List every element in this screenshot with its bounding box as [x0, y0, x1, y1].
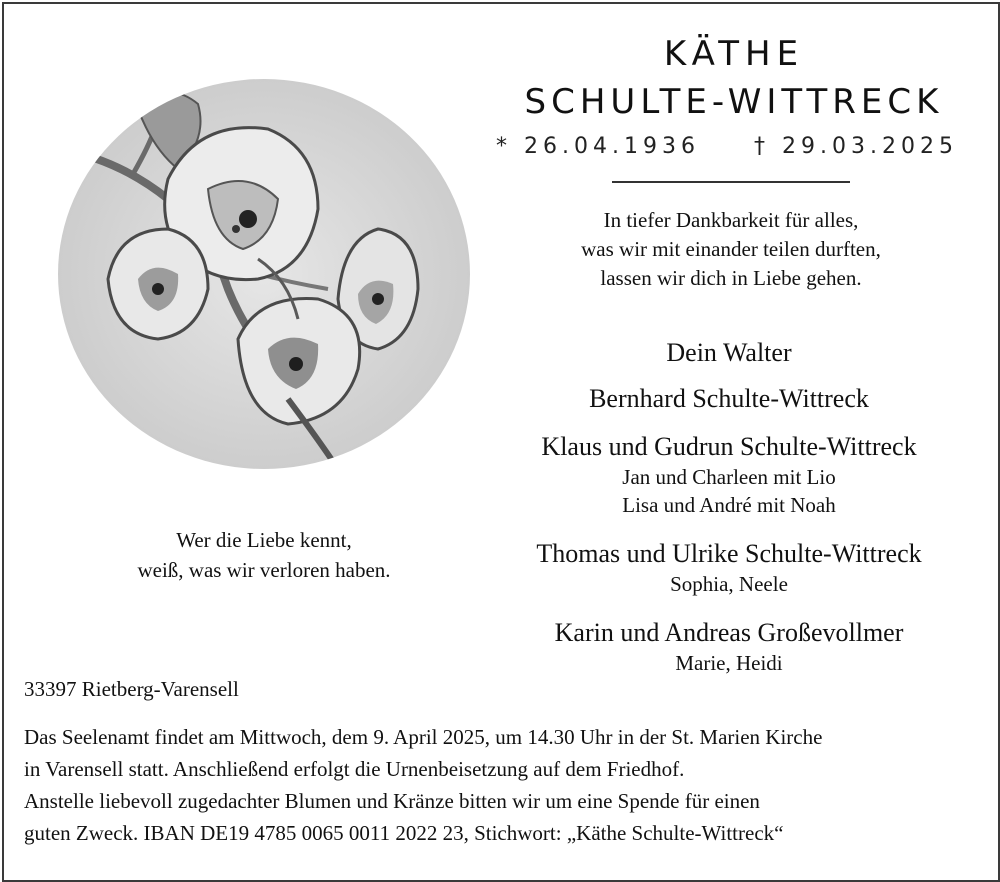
memorial-quote [64, 525, 464, 585]
mourner-sub: Marie, Heidi [675, 651, 783, 675]
mourner-sub: Sophia, Neele [670, 572, 788, 596]
death-date: † 29.03.2025 [754, 134, 958, 159]
verse-line: lassen wir dich in Liebe gehen. [600, 266, 862, 290]
mourner-group [474, 383, 984, 415]
thanks-verse [484, 206, 978, 293]
mourner-group [474, 617, 984, 677]
address: 33397 Rietberg-Varensell [24, 677, 239, 701]
quote-line: weiß, was wir verloren haben. [137, 558, 391, 582]
mourner-name: Klaus und Gudrun Schulte-Wittreck [541, 432, 917, 461]
obituary-card [2, 2, 1000, 882]
deceased-name [484, 34, 984, 122]
mourner-sub: Lisa und André mit Noah [622, 493, 836, 517]
mourner-name: Thomas und Ulrike Schulte-Wittreck [536, 539, 922, 568]
birth-date: * 26.04.1936 [496, 134, 700, 159]
mourner-group [474, 431, 984, 519]
mourner-name: Dein Walter [666, 338, 792, 367]
notice-line: in Varensell statt. Anschließend erfolgt die Urnenbeisetzung auf dem Friedhof. [24, 757, 685, 781]
notice-line: Anstelle liebevoll zugedachter Blumen und Kränze bitten wir um eine Spende für einen [24, 789, 760, 813]
notice-line: guten Zweck. IBAN DE19 4785 0065 0011 2022 23, Stichwort: „Käthe Schulte-Wittreck“ [24, 821, 784, 845]
verse-line: was wir mit einander teilen durften, [581, 237, 881, 261]
mourner-group [474, 538, 984, 598]
notice-line: Das Seelenamt findet am Mittwoch, dem 9. April 2025, um 14.30 Uhr in der St. Marien Kirche [24, 725, 823, 749]
verse-line: In tiefer Dankbarkeit für alles, [603, 208, 859, 232]
orchid-photo [58, 79, 470, 469]
mourner-name: Karin und Andreas Großevollmer [554, 618, 904, 647]
service-notice [24, 721, 984, 849]
mourner-group [474, 337, 984, 369]
quote-line: Wer die Liebe kennt, [176, 528, 352, 552]
mourner-sub: Jan und Charleen mit Lio [622, 465, 836, 489]
divider [612, 181, 850, 183]
last-name: SCHULTE-WITTRECK [524, 82, 944, 122]
mourner-name: Bernhard Schulte-Wittreck [589, 384, 869, 413]
first-name: KÄTHE [663, 34, 805, 74]
